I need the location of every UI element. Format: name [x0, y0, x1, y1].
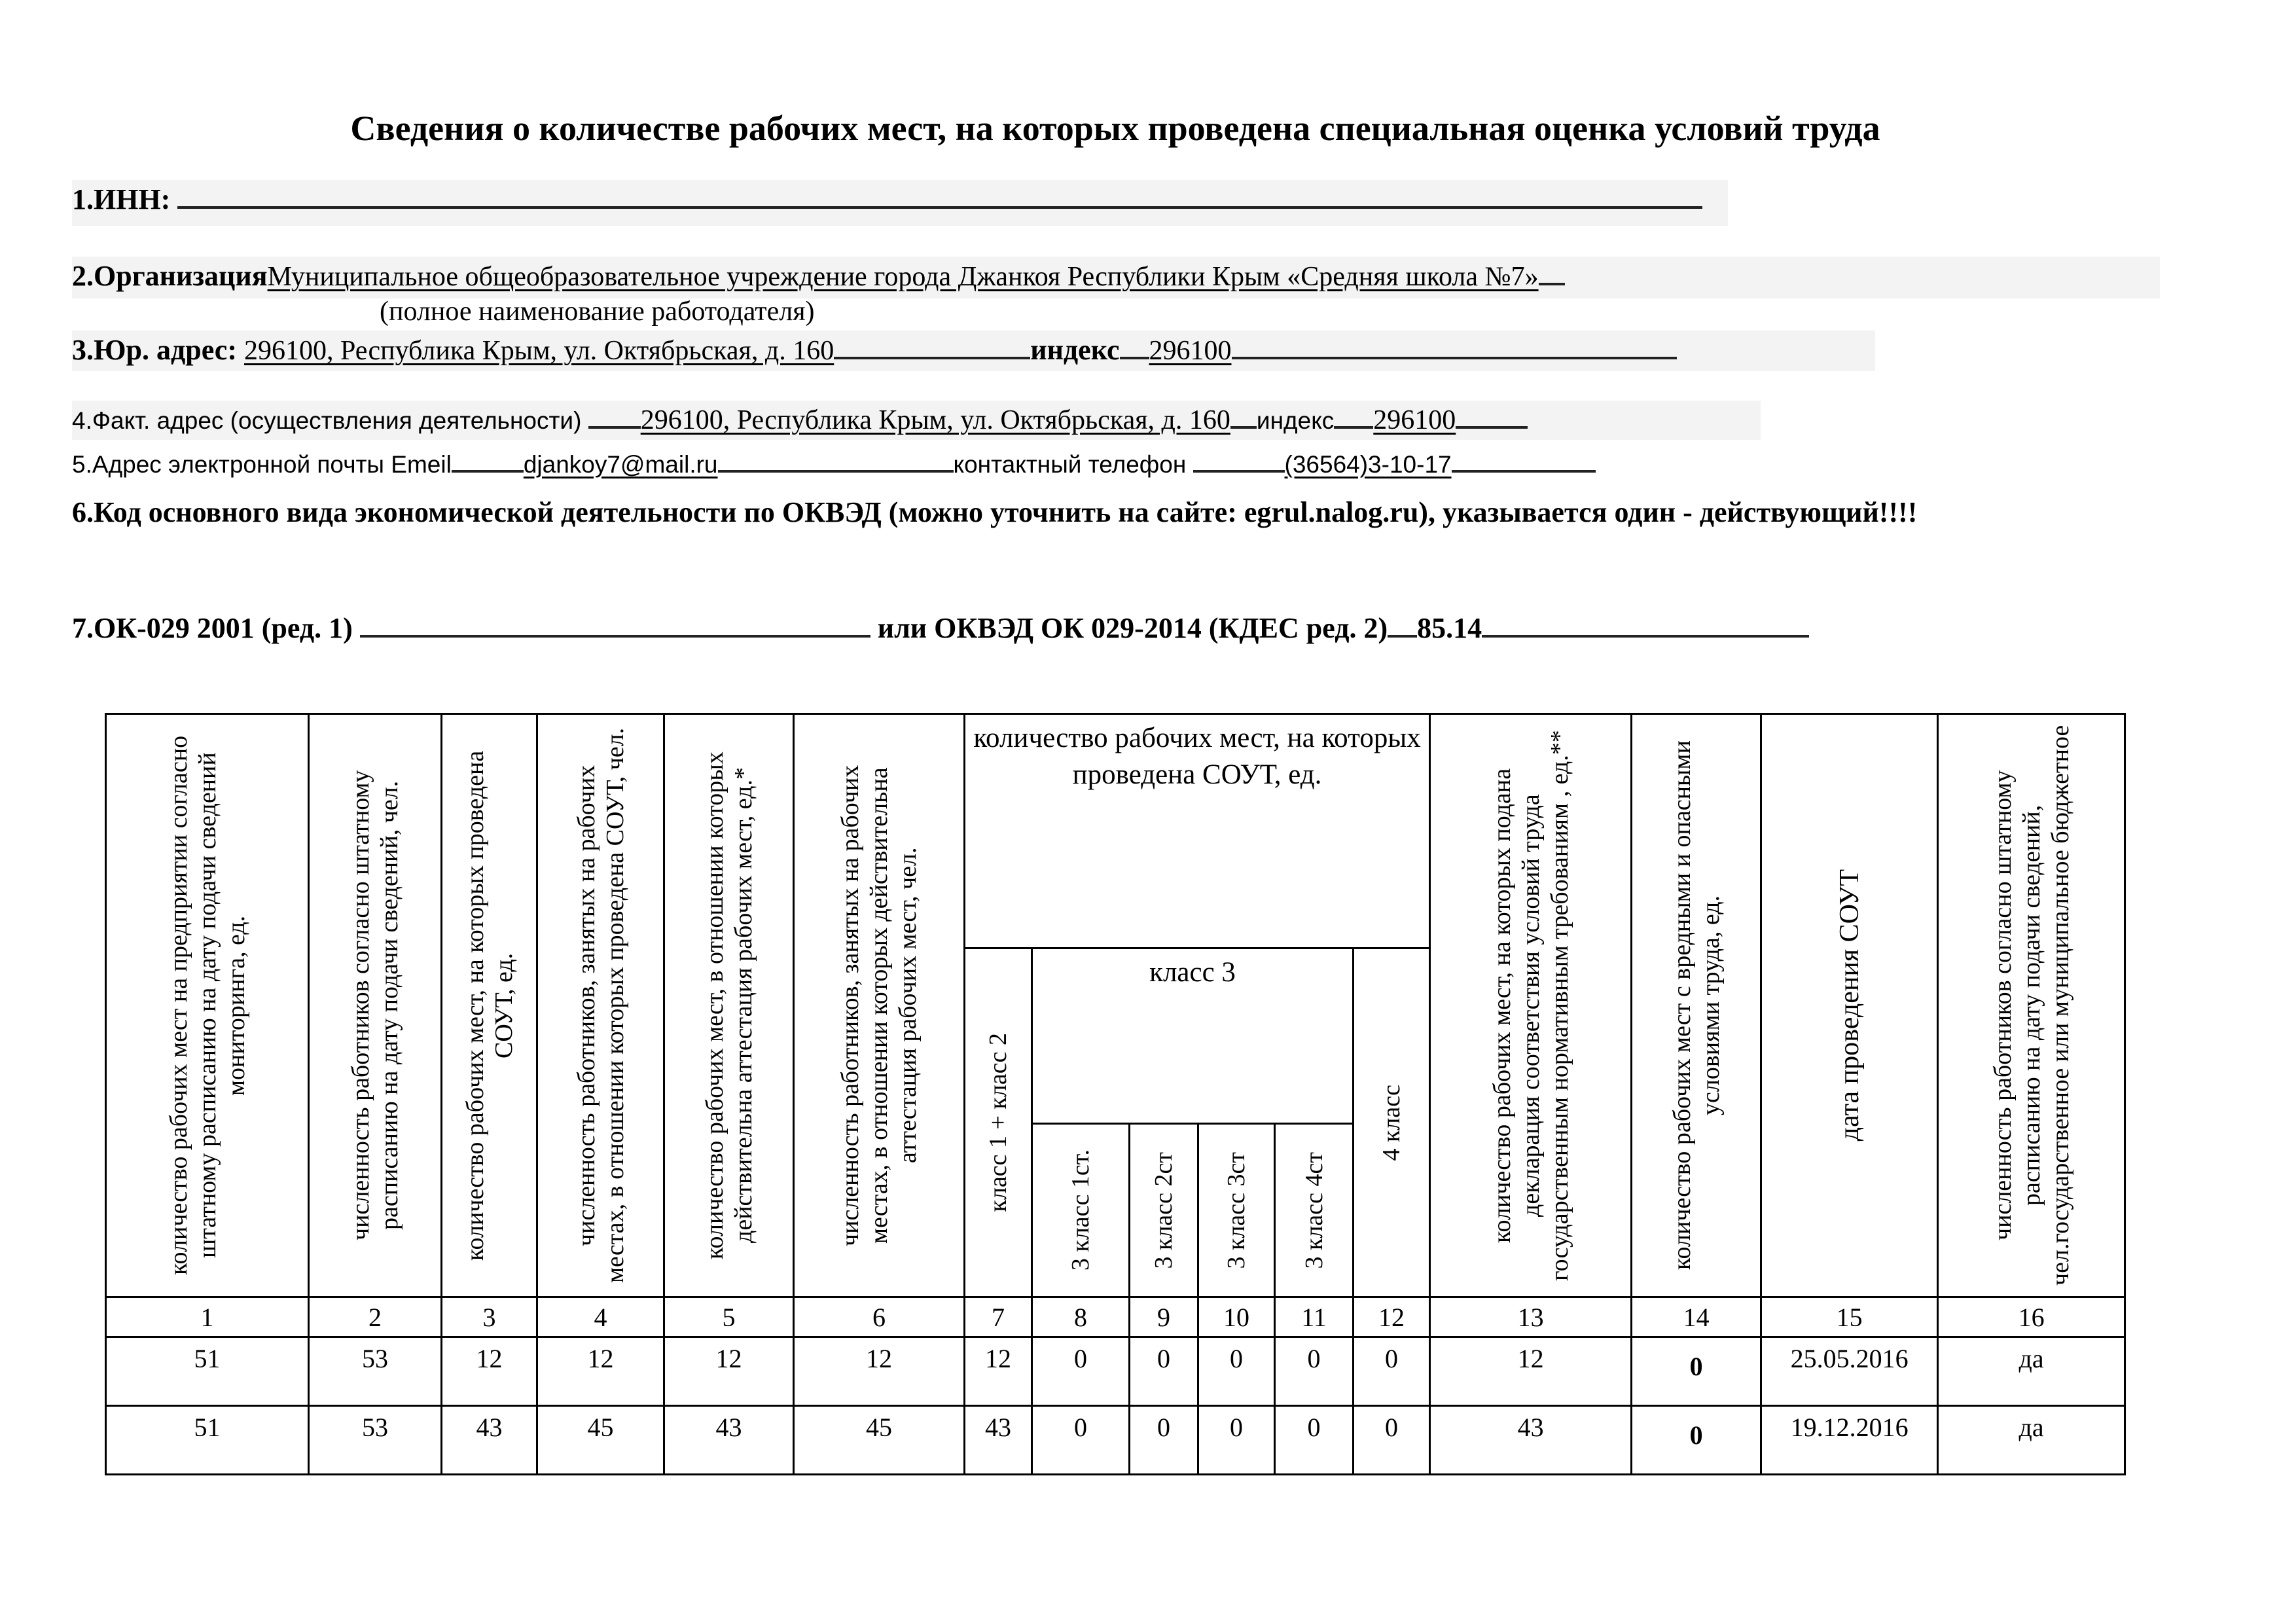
- table-cell: 19.12.2016: [1761, 1406, 1938, 1475]
- table-cell: 0: [1354, 1406, 1430, 1475]
- org-note: (полное наименование работодателя): [380, 297, 815, 327]
- table-cell: 0: [1032, 1337, 1130, 1406]
- legal-address-row: [72, 331, 1875, 371]
- column-number: 15: [1761, 1297, 1938, 1337]
- org-label: 2.Организация: [72, 260, 268, 292]
- phone-label: контактный телефон: [953, 451, 1187, 478]
- header-cell: [1632, 714, 1761, 1297]
- header-cell: [106, 714, 309, 1297]
- okved-row: [72, 609, 1809, 648]
- okved-note: 6.Код основного вида экономической деятельности по ОКВЭД (можно уточнить на сайте: egrul.nalog.ru), указывается один - действующий!!!!: [72, 496, 1918, 528]
- table-row: [106, 1337, 2125, 1406]
- header-cell: [1761, 714, 1938, 1297]
- header-cell: [965, 948, 1032, 1297]
- actual-address-label: 4.Факт. адрес (осуществления деятельности): [72, 407, 582, 434]
- column-number: 11: [1275, 1297, 1354, 1337]
- header-text: численность работников, занятых на рабочих местах, в отношении которых действительна аттестация рабочих мест, чел.: [836, 765, 922, 1246]
- column-number: 9: [1130, 1297, 1198, 1337]
- header-cell: [1354, 948, 1430, 1297]
- inn-row: [72, 180, 1728, 226]
- table-cell: 12: [1430, 1337, 1632, 1406]
- header-group-sout: количество рабочих мест, на которых проведена СОУТ, ед.: [965, 714, 1430, 948]
- header-cell: [537, 714, 664, 1297]
- table-row: [106, 1406, 2125, 1475]
- table-cell: 0: [1130, 1337, 1198, 1406]
- header-text: 3 класс 3ст: [1223, 1151, 1250, 1269]
- table-cell: 12: [664, 1337, 794, 1406]
- header-text: количество рабочих мест, на которых подана декларация соответствия условий труда государственным нормативным требованиям , ед.**: [1488, 730, 1573, 1281]
- actual-address-row: [72, 401, 1761, 440]
- legal-index-value[interactable]: 296100: [1149, 336, 1232, 366]
- header-class3: класс 3: [1032, 948, 1354, 1124]
- actual-address-value[interactable]: 296100, Республика Крым, ул. Октябрьская, д. 160: [640, 405, 1230, 435]
- org-row: [72, 257, 2160, 298]
- column-number: 12: [1354, 1297, 1430, 1337]
- header-cell: [1430, 714, 1632, 1297]
- column-number: 5: [664, 1297, 794, 1337]
- header-text: дата проведения СОУТ: [1834, 869, 1865, 1142]
- table-cell: 0: [1198, 1337, 1275, 1406]
- phone-value[interactable]: (36564)3-10-17: [1284, 451, 1452, 478]
- actual-index-label: индекс: [1256, 407, 1335, 434]
- table-cell: 0: [1632, 1406, 1761, 1475]
- table-cell: 0: [1275, 1406, 1354, 1475]
- column-number: 8: [1032, 1297, 1130, 1337]
- table-cell: 12: [794, 1337, 965, 1406]
- table-cell: 25.05.2016: [1761, 1337, 1938, 1406]
- table-cell: да: [1938, 1406, 2125, 1475]
- header-text: численность работников согласно штатному расписанию на дату подачи сведений, чел.: [347, 770, 403, 1241]
- table-cell: да: [1938, 1337, 2125, 1406]
- sout-table: [105, 713, 2126, 1475]
- table-cell: 12: [965, 1337, 1032, 1406]
- table-cell: 0: [1354, 1337, 1430, 1406]
- column-number: 13: [1430, 1297, 1632, 1337]
- header-cell: [1938, 714, 2125, 1297]
- table-cell: 0: [1275, 1337, 1354, 1406]
- inn-field[interactable]: [177, 180, 1702, 209]
- column-number: 10: [1198, 1297, 1275, 1337]
- header-cell: [1198, 1124, 1275, 1297]
- table-cell: 45: [794, 1406, 965, 1475]
- column-number: 16: [1938, 1297, 2125, 1337]
- header-text: 3 класс 1ст.: [1067, 1149, 1094, 1271]
- header-text: численность работников, занятых на рабочих местах, в отношении которых проведена СОУТ, чел.: [572, 727, 629, 1284]
- page-title: Сведения о количестве рабочих мест, на которых проведена специальная оценка условий труда: [350, 109, 1880, 148]
- table-cell: 12: [442, 1337, 537, 1406]
- header-text: количество рабочих мест, в отношении которых действительна аттестация рабочих мест, ед.*: [700, 751, 757, 1259]
- table-cell: 0: [1130, 1406, 1198, 1475]
- email-label: 5.Адрес электронной почты Emeil: [72, 451, 452, 478]
- legal-address-value[interactable]: 296100, Республика Крым, ул. Октябрьская, д. 160: [244, 336, 834, 366]
- ok029-label: 7.ОК-029 2001 (ред. 1): [72, 612, 353, 644]
- header-cell: [1130, 1124, 1198, 1297]
- header-cell: [794, 714, 965, 1297]
- legal-index-label: индекс: [1030, 334, 1120, 366]
- column-number: 2: [309, 1297, 442, 1337]
- header-cell: [442, 714, 537, 1297]
- header-text: 4 класс: [1378, 1084, 1406, 1161]
- okved2-label: или ОКВЭД ОК 029-2014 (КДЕС ред. 2): [877, 612, 1388, 644]
- table-cell: 53: [309, 1337, 442, 1406]
- header-cell: [1275, 1124, 1354, 1297]
- table-cell: 43: [1430, 1406, 1632, 1475]
- actual-index-value[interactable]: 296100: [1373, 405, 1456, 435]
- ok029-field[interactable]: [360, 609, 870, 638]
- header-text: количество рабочих мест на предприятии согласно штатному расписанию на дату подачи сведений мониторинга, ед.: [164, 735, 250, 1276]
- header-text: количество рабочих мест с вредными и опасными условиями труда, ед.: [1668, 740, 1725, 1271]
- table-cell: 0: [1032, 1406, 1130, 1475]
- column-numbers-row: [106, 1297, 2125, 1337]
- column-number: 6: [794, 1297, 965, 1337]
- column-number: 1: [106, 1297, 309, 1337]
- column-number: 14: [1632, 1297, 1761, 1337]
- table-cell: 43: [965, 1406, 1032, 1475]
- email-value[interactable]: djankoy7@mail.ru: [523, 451, 718, 478]
- header-text: 3 класс 4ст: [1300, 1151, 1328, 1269]
- column-number: 4: [537, 1297, 664, 1337]
- column-number: 7: [965, 1297, 1032, 1337]
- email-row: [72, 445, 1596, 484]
- table-cell: 51: [106, 1337, 309, 1406]
- table-cell: 0: [1632, 1337, 1761, 1406]
- okved2-value[interactable]: 85.14: [1417, 612, 1482, 644]
- header-cell: [664, 714, 794, 1297]
- header-cell: [1032, 1124, 1130, 1297]
- header-text: количество рабочих мест, на которых проведена СОУТ, ед.: [461, 750, 518, 1261]
- legal-address-label: 3.Юр. адрес:: [72, 334, 237, 366]
- table-cell: 0: [1198, 1406, 1275, 1475]
- column-number: 3: [442, 1297, 537, 1337]
- table-cell: 43: [664, 1406, 794, 1475]
- table-cell: 53: [309, 1406, 442, 1475]
- header-text: класс 1 + класс 2: [984, 1033, 1012, 1212]
- table-cell: 51: [106, 1406, 309, 1475]
- inn-label: 1.ИНН:: [72, 183, 171, 215]
- table-cell: 12: [537, 1337, 664, 1406]
- table-cell: 43: [442, 1406, 537, 1475]
- table-cell: 45: [537, 1406, 664, 1475]
- org-value[interactable]: Муниципальное общеобразовательное учреждение города Джанкоя Республики Крым «Средняя школа №7»: [267, 262, 1539, 292]
- header-text: численность работников согласно штатному расписанию на дату подачи сведений, чел.государственное или муниципальное бюджетное: [1988, 725, 2074, 1286]
- header-cell: [309, 714, 442, 1297]
- header-text: 3 класс 2ст: [1150, 1151, 1177, 1269]
